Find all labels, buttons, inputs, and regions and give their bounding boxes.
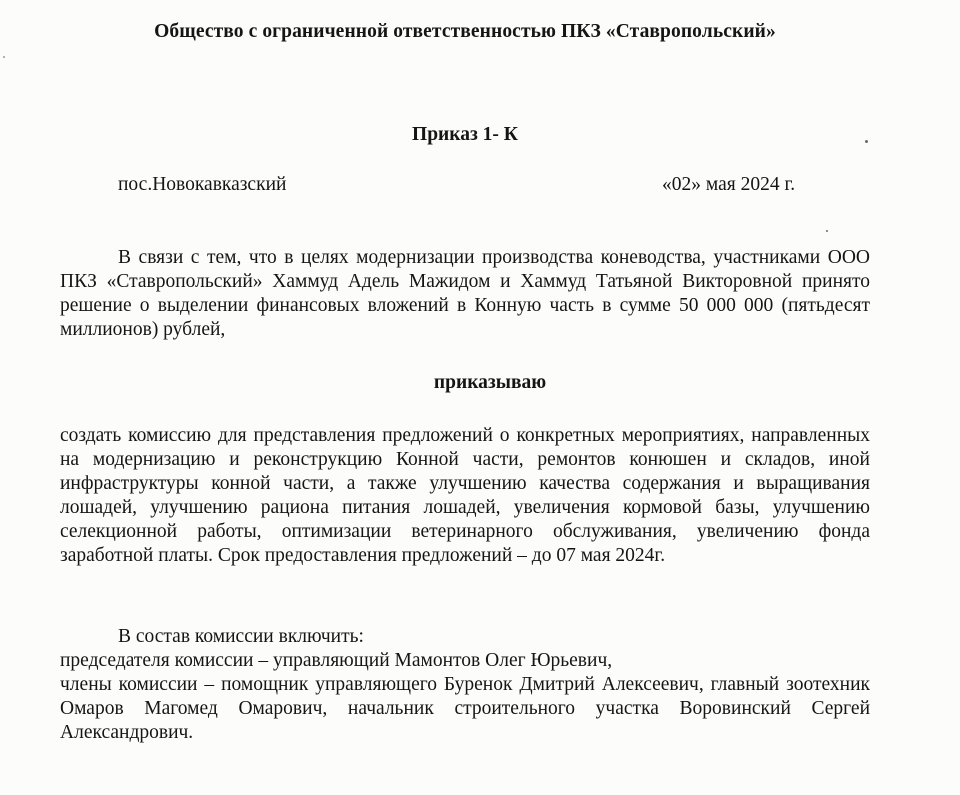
preamble-paragraph: В связи с тем, что в целях модернизации производства коневодства, участниками ООО ПКЗ «Ставропольский» Хаммуд Адель Мажидом и Хаммуд Татьяной Викторовной принято решение о выделении финансовых вложений в Конную часть в сумме 50 000 000 (пятьдесят миллионов) рублей, — [60, 247, 870, 340]
scan-speck — [826, 230, 828, 232]
commission-section — [60, 625, 870, 745]
scan-speck — [865, 140, 868, 143]
commission-chair: председателя комиссии – управляющий Мамонтов Олег Юрьевич, — [60, 650, 613, 671]
directive-paragraph: создать комиссию для представления предложений о конкретных мероприятиях, направленных на модернизацию и реконструкцию Конной части, ремонтов конюшен и складов, иной инфраструктуры конной части, а также улучшению качества содержания и выращивания лошадей, улучшению рациона питания лошадей, увеличения кормовой базы, улучшению селекционной работы, оптимизации ветеринарного обслуживания, увеличению фонда заработной платы. Срок предоставления предложений – до 07 мая 2024г. — [60, 425, 870, 566]
scan-speck — [3, 56, 5, 58]
commission-members: члены комиссии – помощник управляющего Буренок Дмитрий Алексеевич, главный зоотехник Омаров Магомед Омарович, начальник строительного участка Воровинский Сергей Александрович. — [60, 674, 870, 743]
commission-intro: В состав комиссии включить: — [118, 626, 364, 647]
organization-name: Общество с ограниченной ответственностью ПКЗ «Ставропольский» — [154, 21, 776, 42]
orders-word: приказываю — [433, 372, 547, 393]
order-title: Приказ 1- К — [412, 124, 518, 145]
order-date: «02» мая 2024 г. — [662, 174, 796, 195]
order-place: пос.Новокавказский — [118, 174, 287, 195]
